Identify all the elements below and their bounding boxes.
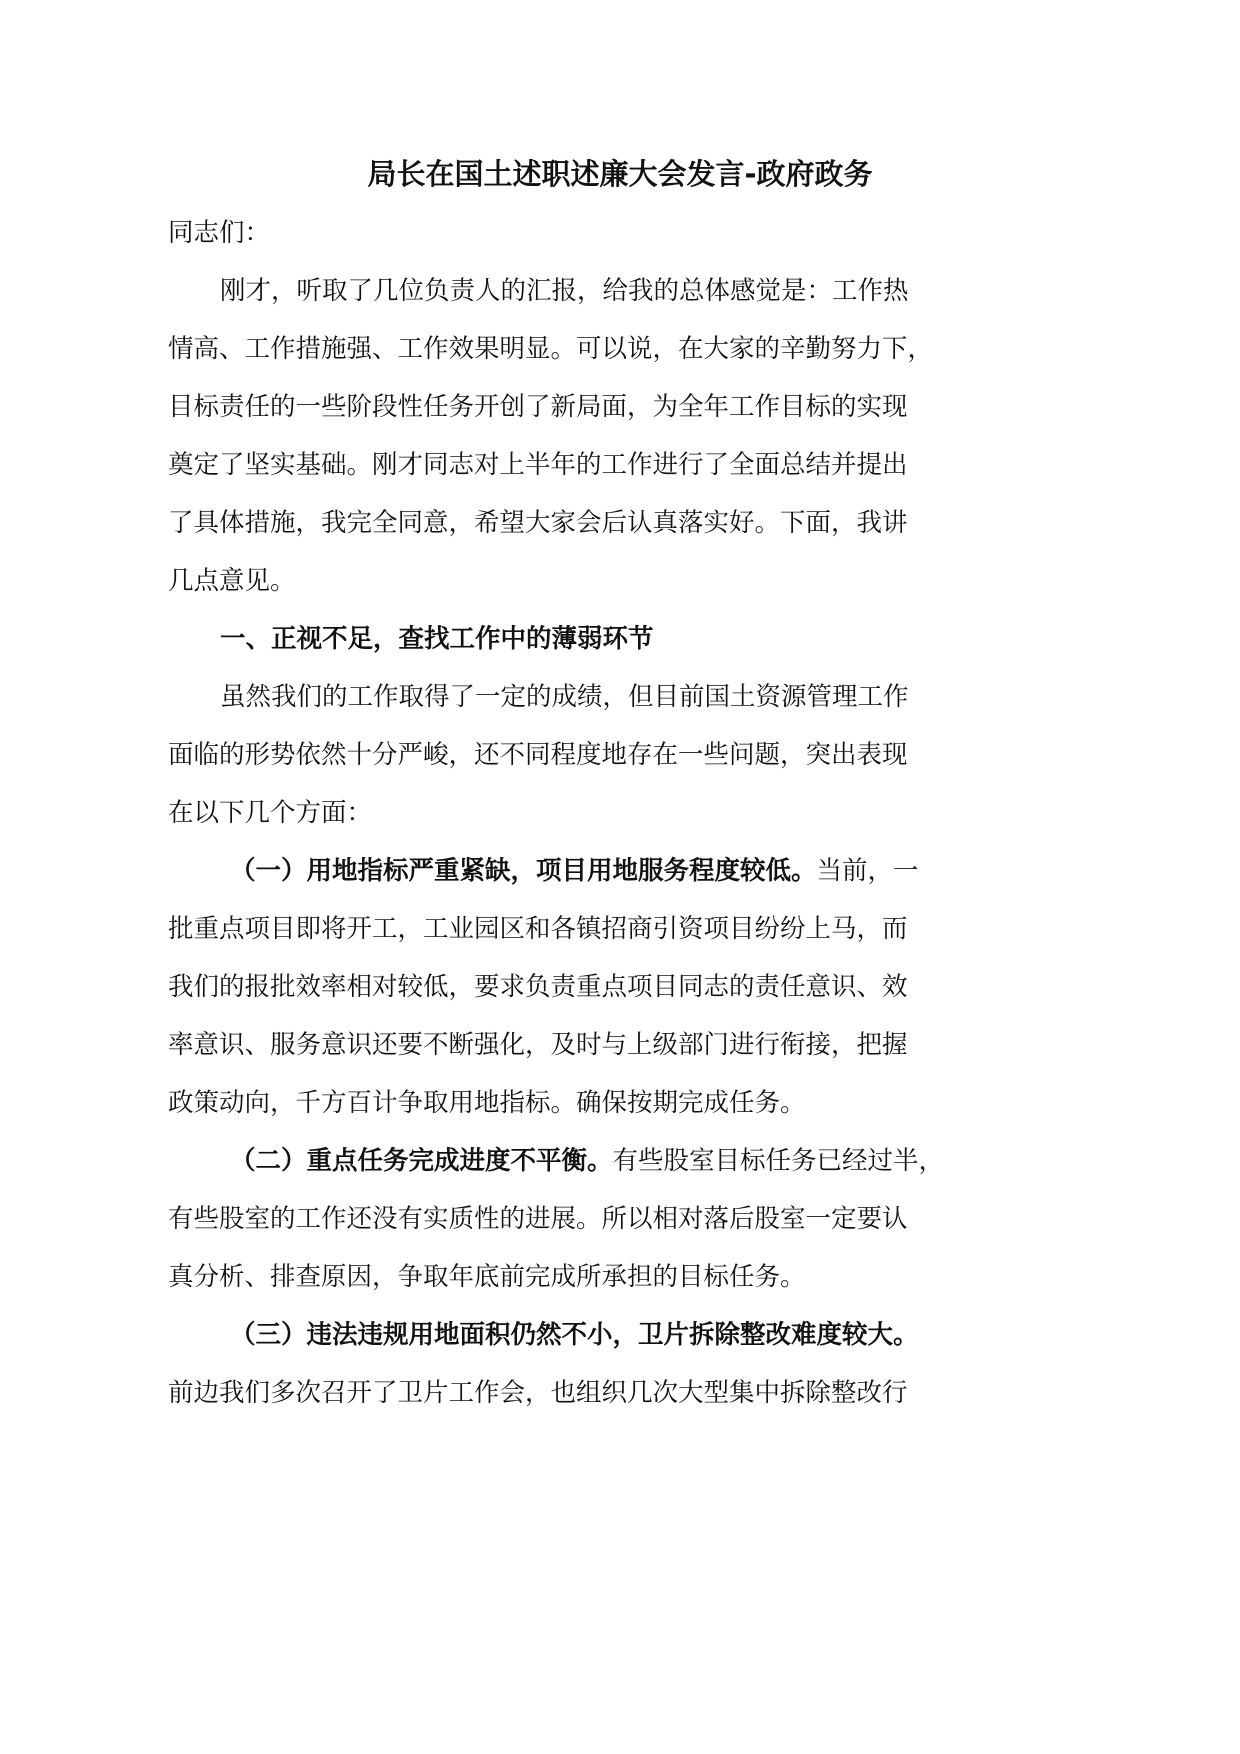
item2-heading: （二）重点任务完成进度不平衡。 [230, 1146, 613, 1176]
paragraph-line: 政策动向，千方百计争取用地指标。确保按期完成任务。 [168, 1088, 806, 1118]
paragraph-line: 目标责任的一些阶段性任务开创了新局面，为全年工作目标的实现 [168, 392, 908, 422]
paragraph-line: 在以下几个方面： [168, 798, 373, 828]
paragraph-line: 批重点项目即将开工，工业园区和各镇招商引资项目纷纷上马，而 [168, 914, 908, 944]
document-title: 局长在国土述职述廉大会发言-政府政务 [367, 157, 873, 191]
paragraph-line: 了具体措施，我完全同意，希望大家会后认真落实好。下面，我讲 [168, 508, 908, 538]
paragraph-line: 情高、工作措施强、工作效果明显。可以说，在大家的辛勤努力下， [168, 334, 934, 364]
paragraph-line: 面临的形势依然十分严峻，还不同程度地存在一些问题，突出表现 [168, 740, 908, 770]
paragraph-line: 前边我们多次召开了卫片工作会，也组织几次大型集中拆除整改行 [168, 1378, 908, 1408]
paragraph-line: 虽然我们的工作取得了一定的成绩，但目前国土资源管理工作 [220, 682, 909, 712]
paragraph-line: 奠定了坚实基础。刚才同志对上半年的工作进行了全面总结并提出 [168, 450, 908, 480]
section-heading-1: 一、正视不足，查找工作中的薄弱环节 [220, 624, 654, 654]
item1-heading: （一）用地指标严重紧缺，项目用地服务程度较低。 [230, 856, 817, 886]
paragraph-line [230, 1141, 944, 1181]
paragraph-line: 我们的报批效率相对较低，要求负责重点项目同志的责任意识、效 [168, 972, 908, 1002]
item3-heading: （三）违法违规用地面积仍然不小，卫片拆除整改难度较大。 [230, 1320, 919, 1350]
paragraph-line: 率意识、服务意识还要不断强化，及时与上级部门进行衔接，把握 [168, 1030, 908, 1060]
paragraph-line: 刚才，听取了几位负责人的汇报，给我的总体感觉是：工作热 [220, 276, 909, 306]
paragraph-line [230, 851, 919, 891]
paragraph-line: 有些股室的工作还没有实质性的进展。所以相对落后股室一定要认 [168, 1204, 908, 1234]
salutation: 同志们： [168, 218, 271, 248]
item1-text-start: 当前，一 [816, 856, 919, 886]
paragraph-line: 几点意见。 [168, 566, 296, 596]
item2-text-start: 有些股室目标任务已经过半， [612, 1146, 945, 1176]
paragraph-line: 真分析、排查原因，争取年底前完成所承担的目标任务。 [168, 1262, 806, 1292]
